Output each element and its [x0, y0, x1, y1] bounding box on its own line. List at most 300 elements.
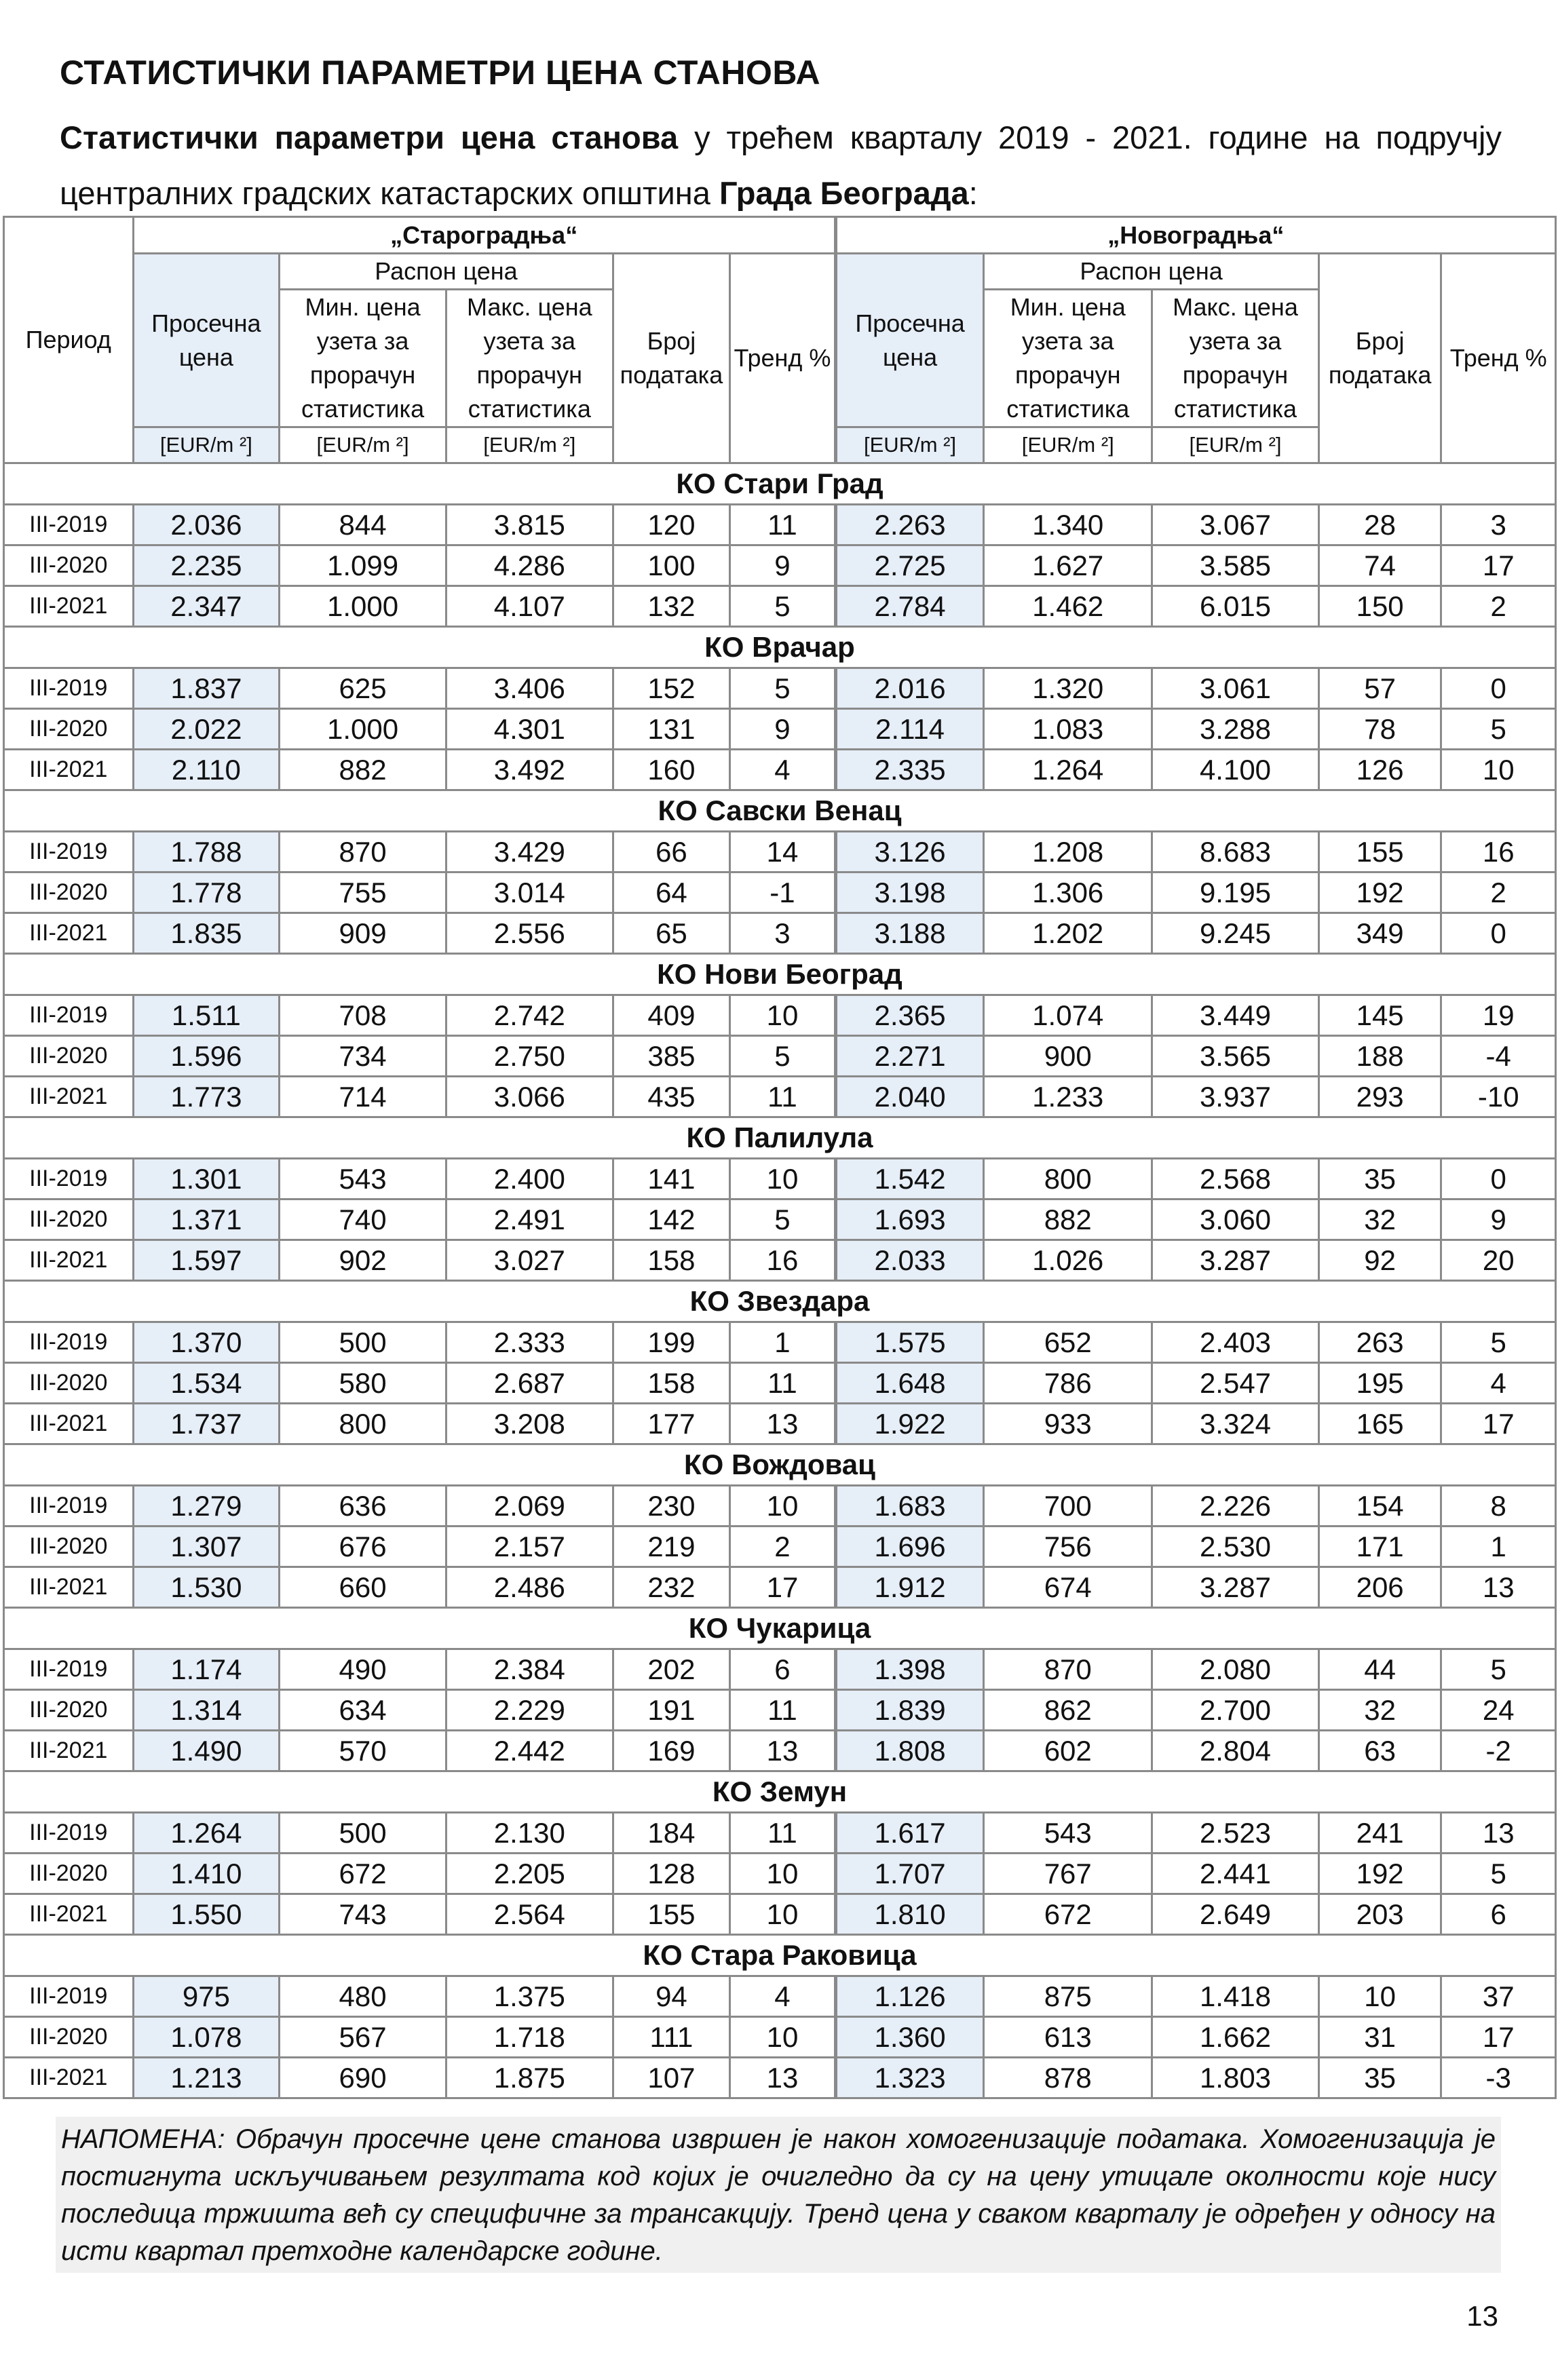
table-row: [4, 2058, 1556, 2098]
old-trend-cell: 14: [730, 832, 836, 872]
old-count-cell: 120: [613, 505, 730, 545]
old-min-price-cell: 1.000: [280, 586, 446, 627]
table-row: [4, 1159, 1556, 1199]
old-count-cell: 435: [613, 1077, 730, 1117]
old-trend-cell: 10: [730, 995, 836, 1036]
new-price-range-header: Распон цена: [984, 254, 1318, 290]
new-count-cell: 206: [1318, 1567, 1441, 1608]
old-trend-cell: 10: [730, 1854, 836, 1894]
old-building-header: „Староградња“: [133, 217, 835, 254]
old-count-cell: 158: [613, 1240, 730, 1281]
old-trend-cell: 13: [730, 1404, 836, 1444]
old-avg-price-cell: 1.307: [133, 1527, 280, 1567]
new-max-price-cell: 1.418: [1152, 1976, 1319, 2017]
new-avg-price-cell: 1.696: [835, 1527, 984, 1567]
period-cell: III-2020: [4, 1199, 134, 1240]
new-max-price-cell: 9.245: [1152, 913, 1319, 954]
unit-label: [EUR/m ²]: [280, 427, 446, 463]
new-trend-cell: 2: [1441, 586, 1556, 627]
old-trend-cell: 6: [730, 1649, 836, 1690]
table-row: [4, 709, 1556, 750]
new-trend-cell: 20: [1441, 1240, 1556, 1281]
period-cell: III-2019: [4, 1976, 134, 2017]
new-count-cell: 35: [1318, 1159, 1441, 1199]
new-max-price-cell: 8.683: [1152, 832, 1319, 872]
old-count-cell: 107: [613, 2058, 730, 2098]
new-count-cell: 241: [1318, 1813, 1441, 1854]
period-cell: III-2021: [4, 1731, 134, 1771]
cadastral-municipality-title: КО Нови Београд: [4, 954, 1556, 995]
new-min-price-cell: 870: [984, 1649, 1152, 1690]
old-trend-cell: 5: [730, 586, 836, 627]
new-trend-cell: 17: [1441, 1404, 1556, 1444]
new-avg-price-cell: 2.365: [835, 995, 984, 1036]
period-cell: III-2021: [4, 1240, 134, 1281]
period-cell: III-2019: [4, 995, 134, 1036]
old-avg-price-cell: 2.022: [133, 709, 280, 750]
old-max-price-cell: 3.492: [446, 750, 613, 790]
old-avg-price-cell: 1.788: [133, 832, 280, 872]
new-trend-cell: 3: [1441, 505, 1556, 545]
old-min-price-cell: 870: [280, 832, 446, 872]
price-statistics-table: [3, 216, 1557, 2099]
period-cell: III-2021: [4, 1894, 134, 1935]
old-min-price-cell: 800: [280, 1404, 446, 1444]
old-count-cell: 177: [613, 1404, 730, 1444]
intro-text-2: :: [968, 175, 978, 211]
old-avg-price-cell: 1.596: [133, 1036, 280, 1077]
new-avg-price-cell: 3.198: [835, 872, 984, 913]
old-max-price-cell: 2.750: [446, 1036, 613, 1077]
new-count-cell: 192: [1318, 1854, 1441, 1894]
new-avg-price-cell: 1.693: [835, 1199, 984, 1240]
new-max-price-cell: 2.441: [1152, 1854, 1319, 1894]
new-count-cell: 32: [1318, 1199, 1441, 1240]
old-avg-price-cell: 1.511: [133, 995, 280, 1036]
old-avg-price-cell: 1.301: [133, 1159, 280, 1199]
period-cell: III-2020: [4, 1363, 134, 1404]
old-count-cell: 152: [613, 668, 730, 709]
old-avg-price-cell: 2.110: [133, 750, 280, 790]
period-cell: III-2019: [4, 1322, 134, 1363]
table-row: [4, 1854, 1556, 1894]
cadastral-municipality-title: КО Врачар: [4, 627, 1556, 668]
old-trend-cell: 9: [730, 709, 836, 750]
new-min-price-cell: 800: [984, 1159, 1152, 1199]
new-min-price-cell: 1.026: [984, 1240, 1152, 1281]
old-count-cell: 202: [613, 1649, 730, 1690]
old-count-cell: 160: [613, 750, 730, 790]
new-avg-price-cell: 2.263: [835, 505, 984, 545]
new-count-cell: 188: [1318, 1036, 1441, 1077]
new-min-price-cell: 1.462: [984, 586, 1152, 627]
old-count-cell: 158: [613, 1363, 730, 1404]
cadastral-municipality-title: КО Палилула: [4, 1117, 1556, 1159]
old-min-price-cell: 580: [280, 1363, 446, 1404]
new-count-header: Број података: [1318, 254, 1441, 463]
table-row: [4, 2017, 1556, 2058]
new-max-price-cell: 2.700: [1152, 1690, 1319, 1731]
old-max-price-cell: 2.687: [446, 1363, 613, 1404]
old-max-price-cell: 3.208: [446, 1404, 613, 1444]
new-avg-price-cell: 2.271: [835, 1036, 984, 1077]
new-trend-cell: -10: [1441, 1077, 1556, 1117]
old-trend-cell: -1: [730, 872, 836, 913]
new-max-price-header: Макс. цена узета за прорачун статистика: [1152, 290, 1319, 427]
old-trend-cell: 11: [730, 1077, 836, 1117]
old-max-price-cell: 2.442: [446, 1731, 613, 1771]
old-avg-price-cell: 975: [133, 1976, 280, 2017]
cadastral-municipality-title: КО Вождовац: [4, 1444, 1556, 1486]
old-avg-price-cell: 1.835: [133, 913, 280, 954]
new-count-cell: 31: [1318, 2017, 1441, 2058]
old-max-price-cell: 4.286: [446, 545, 613, 586]
period-cell: III-2020: [4, 2017, 134, 2058]
new-count-cell: 32: [1318, 1690, 1441, 1731]
new-count-cell: 150: [1318, 586, 1441, 627]
new-count-cell: 171: [1318, 1527, 1441, 1567]
old-min-price-cell: 672: [280, 1854, 446, 1894]
table-row: [4, 1976, 1556, 2017]
new-avg-price-cell: 1.683: [835, 1486, 984, 1527]
new-min-price-cell: 1.074: [984, 995, 1152, 1036]
old-max-price-cell: 2.333: [446, 1322, 613, 1363]
new-avg-price-cell: 1.707: [835, 1854, 984, 1894]
new-avg-price-cell: 2.040: [835, 1077, 984, 1117]
old-trend-cell: 5: [730, 1199, 836, 1240]
new-min-price-cell: 613: [984, 2017, 1152, 2058]
old-count-cell: 131: [613, 709, 730, 750]
period-cell: III-2019: [4, 1649, 134, 1690]
new-count-cell: 126: [1318, 750, 1441, 790]
old-count-cell: 230: [613, 1486, 730, 1527]
old-min-price-cell: 909: [280, 913, 446, 954]
new-avg-price-cell: 1.808: [835, 1731, 984, 1771]
table-row: [4, 505, 1556, 545]
period-cell: III-2020: [4, 1854, 134, 1894]
period-cell: III-2019: [4, 1813, 134, 1854]
unit-label: [EUR/m ²]: [1152, 427, 1319, 463]
old-max-price-cell: 2.400: [446, 1159, 613, 1199]
cadastral-municipality-title: КО Чукарица: [4, 1608, 1556, 1649]
new-trend-cell: 5: [1441, 1854, 1556, 1894]
new-min-price-header: Мин. цена узета за прорачун статистика: [984, 290, 1152, 427]
new-count-cell: 44: [1318, 1649, 1441, 1690]
new-max-price-cell: 1.662: [1152, 2017, 1319, 2058]
new-trend-cell: 17: [1441, 2017, 1556, 2058]
table-row: [4, 1527, 1556, 1567]
table-row: [4, 913, 1556, 954]
new-min-price-cell: 1.627: [984, 545, 1152, 586]
table-row: [4, 1567, 1556, 1608]
new-min-price-cell: 652: [984, 1322, 1152, 1363]
table-row: [4, 872, 1556, 913]
new-max-price-cell: 2.523: [1152, 1813, 1319, 1854]
new-max-price-cell: 2.226: [1152, 1486, 1319, 1527]
new-avg-price-cell: 2.114: [835, 709, 984, 750]
old-count-cell: 219: [613, 1527, 730, 1567]
old-min-price-cell: 625: [280, 668, 446, 709]
new-min-price-cell: 900: [984, 1036, 1152, 1077]
old-max-price-cell: 4.107: [446, 586, 613, 627]
old-count-cell: 142: [613, 1199, 730, 1240]
new-min-price-cell: 786: [984, 1363, 1152, 1404]
new-max-price-cell: 3.061: [1152, 668, 1319, 709]
old-min-price-cell: 714: [280, 1077, 446, 1117]
old-trend-cell: 4: [730, 750, 836, 790]
new-max-price-cell: 2.530: [1152, 1527, 1319, 1567]
new-trend-cell: 0: [1441, 913, 1556, 954]
intro-text-1: у трећем кварталу 2019 - 2021. године на подручју централних градских катастарских општина: [60, 119, 1502, 211]
new-trend-cell: 0: [1441, 668, 1556, 709]
old-min-price-header: Мин. цена узета за прорачун статистика: [280, 290, 446, 427]
old-min-price-cell: 570: [280, 1731, 446, 1771]
old-min-price-cell: 708: [280, 995, 446, 1036]
old-avg-price-cell: 1.314: [133, 1690, 280, 1731]
old-trend-cell: 3: [730, 913, 836, 954]
new-min-price-cell: 672: [984, 1894, 1152, 1935]
new-max-price-cell: 3.565: [1152, 1036, 1319, 1077]
period-cell: III-2019: [4, 832, 134, 872]
old-trend-cell: 4: [730, 1976, 836, 2017]
old-count-cell: 65: [613, 913, 730, 954]
table-row: [4, 586, 1556, 627]
new-trend-cell: 17: [1441, 545, 1556, 586]
old-min-price-cell: 500: [280, 1322, 446, 1363]
old-avg-price-cell: 1.213: [133, 2058, 280, 2098]
table-row: [4, 1240, 1556, 1281]
old-trend-cell: 11: [730, 505, 836, 545]
new-max-price-cell: 3.287: [1152, 1567, 1319, 1608]
old-max-price-cell: 1.718: [446, 2017, 613, 2058]
old-count-cell: 155: [613, 1894, 730, 1935]
old-trend-cell: 9: [730, 545, 836, 586]
old-avg-price-cell: 2.036: [133, 505, 280, 545]
old-min-price-cell: 636: [280, 1486, 446, 1527]
new-trend-cell: 16: [1441, 832, 1556, 872]
new-avg-price-cell: 1.617: [835, 1813, 984, 1854]
new-trend-cell: 2: [1441, 872, 1556, 913]
old-max-price-cell: 2.556: [446, 913, 613, 954]
period-header: Период: [4, 217, 134, 463]
new-max-price-cell: 3.288: [1152, 709, 1319, 750]
unit-label: [EUR/m ²]: [446, 427, 613, 463]
new-count-cell: 10: [1318, 1976, 1441, 2017]
new-trend-cell: 24: [1441, 1690, 1556, 1731]
new-min-price-cell: 700: [984, 1486, 1152, 1527]
old-min-price-cell: 844: [280, 505, 446, 545]
old-avg-price-cell: 1.078: [133, 2017, 280, 2058]
old-avg-price-cell: 1.837: [133, 668, 280, 709]
old-avg-price-cell: 1.279: [133, 1486, 280, 1527]
period-cell: III-2019: [4, 1486, 134, 1527]
old-min-price-cell: 490: [280, 1649, 446, 1690]
old-trend-cell: 13: [730, 2058, 836, 2098]
table-row: [4, 995, 1556, 1036]
old-avg-price-cell: 1.174: [133, 1649, 280, 1690]
old-min-price-cell: 1.000: [280, 709, 446, 750]
cadastral-municipality-title: КО Звездара: [4, 1281, 1556, 1322]
cadastral-municipality-title: КО Стара Раковица: [4, 1935, 1556, 1976]
table-row: [4, 1322, 1556, 1363]
new-avg-price-cell: 2.335: [835, 750, 984, 790]
new-trend-cell: -3: [1441, 2058, 1556, 2098]
period-cell: III-2021: [4, 913, 134, 954]
old-avg-price-cell: 1.534: [133, 1363, 280, 1404]
old-max-price-cell: 2.384: [446, 1649, 613, 1690]
new-avg-price-cell: 1.648: [835, 1363, 984, 1404]
old-avg-price-cell: 1.371: [133, 1199, 280, 1240]
new-avg-price-cell: 2.033: [835, 1240, 984, 1281]
old-trend-cell: 1: [730, 1322, 836, 1363]
new-count-cell: 57: [1318, 668, 1441, 709]
old-trend-cell: 5: [730, 1036, 836, 1077]
new-avg-price-cell: 3.126: [835, 832, 984, 872]
new-max-price-cell: 2.403: [1152, 1322, 1319, 1363]
old-trend-header: Тренд %: [730, 254, 836, 463]
new-max-price-cell: 2.547: [1152, 1363, 1319, 1404]
new-min-price-cell: 756: [984, 1527, 1152, 1567]
new-avg-price-cell: 3.188: [835, 913, 984, 954]
period-cell: III-2020: [4, 545, 134, 586]
old-max-price-cell: 3.066: [446, 1077, 613, 1117]
table-row: [4, 1731, 1556, 1771]
table-row: [4, 545, 1556, 586]
old-min-price-cell: 740: [280, 1199, 446, 1240]
old-count-cell: 128: [613, 1854, 730, 1894]
old-max-price-cell: 3.406: [446, 668, 613, 709]
new-trend-cell: 19: [1441, 995, 1556, 1036]
old-max-price-cell: 2.486: [446, 1567, 613, 1608]
period-cell: III-2021: [4, 750, 134, 790]
page-title: СТАТИСТИЧКИ ПАРАМЕТРИ ЦЕНА СТАНОВА: [60, 54, 821, 92]
old-count-cell: 100: [613, 545, 730, 586]
new-max-price-cell: 3.067: [1152, 505, 1319, 545]
new-avg-price-cell: 1.839: [835, 1690, 984, 1731]
new-count-cell: 145: [1318, 995, 1441, 1036]
old-max-price-cell: 1.375: [446, 1976, 613, 2017]
unit-label: [EUR/m ²]: [984, 427, 1152, 463]
old-min-price-cell: 500: [280, 1813, 446, 1854]
intro-bold-2: Града Београда: [719, 175, 969, 211]
new-trend-cell: 5: [1441, 1322, 1556, 1363]
period-cell: III-2020: [4, 872, 134, 913]
old-count-cell: 184: [613, 1813, 730, 1854]
cadastral-municipality-title: КО Савски Венац: [4, 790, 1556, 832]
old-trend-cell: 10: [730, 1894, 836, 1935]
old-max-price-cell: 2.564: [446, 1894, 613, 1935]
new-count-cell: 92: [1318, 1240, 1441, 1281]
new-max-price-cell: 3.449: [1152, 995, 1319, 1036]
new-count-cell: 192: [1318, 872, 1441, 913]
old-avg-price-cell: 2.347: [133, 586, 280, 627]
old-trend-cell: 10: [730, 1486, 836, 1527]
new-trend-cell: -2: [1441, 1731, 1556, 1771]
old-count-cell: 111: [613, 2017, 730, 2058]
table-row: [4, 750, 1556, 790]
old-trend-cell: 5: [730, 668, 836, 709]
old-min-price-cell: 1.099: [280, 545, 446, 586]
old-max-price-cell: 2.069: [446, 1486, 613, 1527]
period-cell: III-2020: [4, 1036, 134, 1077]
new-count-cell: 28: [1318, 505, 1441, 545]
new-max-price-cell: 3.937: [1152, 1077, 1319, 1117]
new-avg-price-cell: 2.016: [835, 668, 984, 709]
cadastral-municipality-title: КО Стари Град: [4, 463, 1556, 505]
old-max-price-cell: 3.429: [446, 832, 613, 872]
old-avg-price-cell: 2.235: [133, 545, 280, 586]
old-count-cell: 94: [613, 1976, 730, 2017]
old-min-price-cell: 755: [280, 872, 446, 913]
new-count-cell: 154: [1318, 1486, 1441, 1527]
new-trend-cell: 13: [1441, 1567, 1556, 1608]
new-trend-header: Тренд %: [1441, 254, 1556, 463]
old-max-price-cell: 2.742: [446, 995, 613, 1036]
new-min-price-cell: 674: [984, 1567, 1152, 1608]
new-trend-cell: 13: [1441, 1813, 1556, 1854]
old-min-price-cell: 634: [280, 1690, 446, 1731]
new-avg-price-cell: 1.360: [835, 2017, 984, 2058]
table-row: [4, 832, 1556, 872]
new-min-price-cell: 1.320: [984, 668, 1152, 709]
table-row: [4, 1649, 1556, 1690]
table-row: [4, 1690, 1556, 1731]
new-min-price-cell: 878: [984, 2058, 1152, 2098]
old-avg-price-cell: 1.778: [133, 872, 280, 913]
old-max-price-cell: 2.491: [446, 1199, 613, 1240]
old-count-cell: 232: [613, 1567, 730, 1608]
old-max-price-cell: 3.815: [446, 505, 613, 545]
old-trend-cell: 17: [730, 1567, 836, 1608]
new-min-price-cell: 1.083: [984, 709, 1152, 750]
new-max-price-cell: 2.804: [1152, 1731, 1319, 1771]
new-count-cell: 165: [1318, 1404, 1441, 1444]
new-count-cell: 35: [1318, 2058, 1441, 2098]
new-trend-cell: 10: [1441, 750, 1556, 790]
new-count-cell: 78: [1318, 709, 1441, 750]
old-count-cell: 385: [613, 1036, 730, 1077]
old-min-price-cell: 734: [280, 1036, 446, 1077]
new-min-price-cell: 1.264: [984, 750, 1152, 790]
old-count-cell: 64: [613, 872, 730, 913]
new-avg-price-cell: 1.542: [835, 1159, 984, 1199]
intro-paragraph: [60, 110, 1502, 221]
period-cell: III-2019: [4, 1159, 134, 1199]
new-trend-cell: 6: [1441, 1894, 1556, 1935]
old-min-price-cell: 543: [280, 1159, 446, 1199]
period-cell: III-2020: [4, 1690, 134, 1731]
new-min-price-cell: 862: [984, 1690, 1152, 1731]
table-row: [4, 1486, 1556, 1527]
period-cell: III-2021: [4, 1567, 134, 1608]
new-trend-cell: -4: [1441, 1036, 1556, 1077]
new-count-cell: 293: [1318, 1077, 1441, 1117]
new-avg-price-cell: 1.398: [835, 1649, 984, 1690]
old-avg-price-cell: 1.490: [133, 1731, 280, 1771]
old-max-price-cell: 2.130: [446, 1813, 613, 1854]
table-row: [4, 1363, 1556, 1404]
new-min-price-cell: 602: [984, 1731, 1152, 1771]
methodology-note: НАПОМЕНА: Обрачун просечне цене станова извршен је након хомогенизације података. Хомогенизација је постигнута искључивањем резултата код којих је очигледно да су на цену утицале околности које нису последица тржишта већ су специфичне за трансакцију. Тренд цена у сваком кварталу је одређен у односу на исти квартал претходне календарске године.: [56, 2117, 1501, 2273]
old-avg-price-cell: 1.530: [133, 1567, 280, 1608]
new-building-header: „Новоградња“: [835, 217, 1555, 254]
old-min-price-cell: 902: [280, 1240, 446, 1281]
period-cell: III-2019: [4, 668, 134, 709]
new-count-cell: 155: [1318, 832, 1441, 872]
new-max-price-cell: 1.803: [1152, 2058, 1319, 2098]
new-min-price-cell: 1.340: [984, 505, 1152, 545]
new-max-price-cell: 4.100: [1152, 750, 1319, 790]
